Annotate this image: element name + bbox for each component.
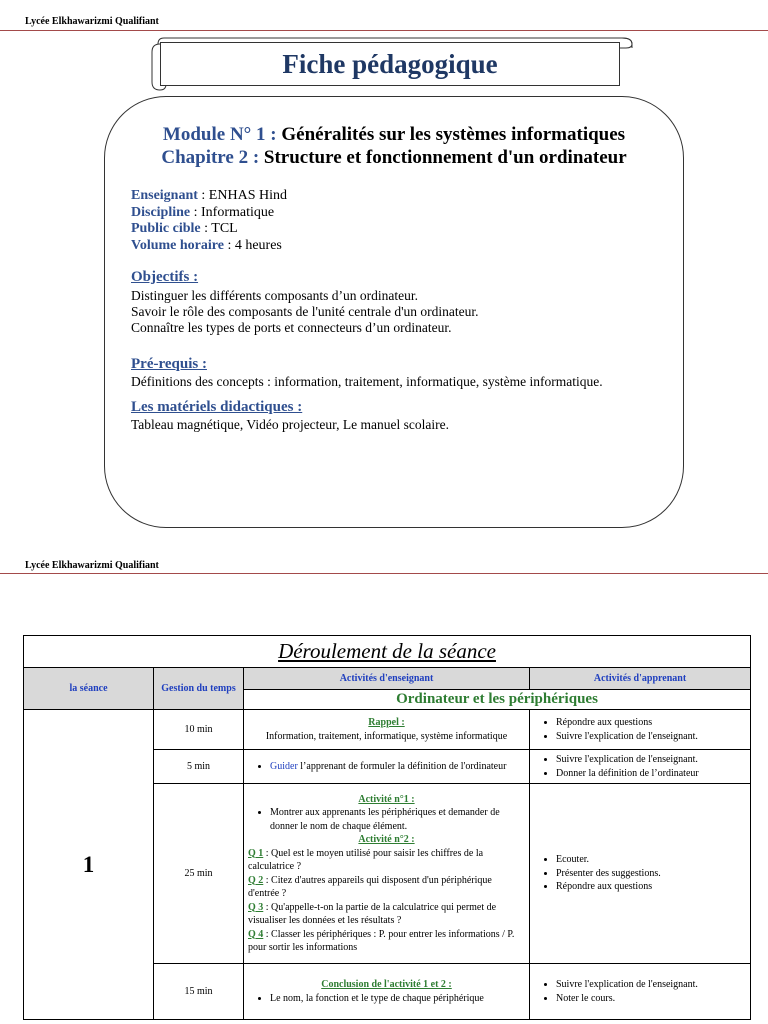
banner-box <box>160 42 620 86</box>
list-item: • Donner la définition de l’ordinateur <box>556 767 746 781</box>
seance-number: 1 <box>24 710 154 1020</box>
module-label: Module N° 1 : <box>162 124 277 145</box>
materiels-heading: Les matériels didactiques : <box>131 399 303 415</box>
student-activity <box>530 964 751 1020</box>
header-apprenant: Activités d'apprenant <box>530 668 751 690</box>
list-item: • Le nom, la fonction et le type de chaque périphérique <box>270 992 525 1006</box>
question-4: Q 4 : Classer les périphériques : P. pour entrer les informations / P. pour sortir les informations <box>248 928 515 953</box>
objectif-item: Distinguer les différents composants d’un ordinateur. <box>131 288 418 303</box>
activity2-title: Activité n°2 : <box>358 834 415 845</box>
prerequis-text: Définitions des concepts : information, traitement, informatique, système informatique. <box>131 374 603 389</box>
chapter-line <box>104 147 684 169</box>
objectif-item: Savoir le rôle des composants de l'unité centrale d'un ordinateur. <box>131 304 479 319</box>
materiels-text: Tableau magnétique, Vidéo projecteur, Le manuel scolaire. <box>131 417 449 432</box>
info-volume: Volume horaire : 4 heures <box>131 237 282 253</box>
header-enseignant: Activités d'enseignant <box>244 668 530 690</box>
table-row <box>24 710 751 750</box>
table-title: Déroulement de la séance <box>278 639 496 663</box>
time-cell: 5 min <box>154 750 244 784</box>
list-item: • Suivre l'explication de l'enseignant. <box>556 730 746 744</box>
teacher-activity <box>244 784 530 964</box>
objectif-item: Connaître les types de ports et connecteurs d’un ordinateur. <box>131 320 452 335</box>
info-list <box>131 188 287 254</box>
list-item: • Ecouter. <box>556 853 746 867</box>
table-subtitle: Ordinateur et les périphériques <box>244 690 751 710</box>
conclusion-title: Conclusion de l'activité 1 et 2 : <box>321 979 452 990</box>
time-cell: 25 min <box>154 784 244 964</box>
info-public: Public cible : TCL <box>131 221 238 236</box>
list-item: • Suivre l'explication de l'enseignant. <box>556 978 746 992</box>
teacher-activity <box>244 750 530 784</box>
module-line <box>104 124 684 146</box>
prerequis-heading: Pré-requis : <box>131 356 207 372</box>
question-2: Q 2 : Citez d'autres appareils qui disposent d'un périphérique d'entrée ? <box>248 874 492 899</box>
time-cell: 10 min <box>154 710 244 750</box>
chapter-label: Chapitre 2 : <box>161 147 260 168</box>
rappel-title: Rappel : <box>368 717 405 728</box>
objectifs-heading: Objectifs : <box>131 269 199 285</box>
activity1-title: Activité n°1 : <box>358 793 415 805</box>
list-item: • Noter le cours. <box>556 992 746 1006</box>
list-item: • Montrer aux apprenants les périphériques et demander de donner le nom de chaque élément. <box>270 806 525 833</box>
question-1: Q 1 : Quel est le moyen utilisé pour saisir les chiffres de la calculatrice ? <box>248 847 484 872</box>
list-item: • Suivre l'explication de l'enseignant. <box>556 753 746 767</box>
school-header: Lycée Elkhawarizmi Qualifiant <box>25 16 159 27</box>
guide-word: Guider <box>270 760 298 772</box>
chapter-title: Structure et fonctionnement d'un ordinateur <box>263 147 627 168</box>
teacher-activity <box>244 710 530 750</box>
page-title: Fiche pédagogique <box>282 48 498 79</box>
list-item: • Présenter des suggestions. <box>556 867 746 881</box>
time-cell: 15 min <box>154 964 244 1020</box>
question-3: Q 3 : Qu'appelle-t-on la partie de la calculatrice qui permet de visualiser les données et les résultats ? <box>248 901 497 926</box>
objectifs-list <box>131 288 479 336</box>
info-discipline: Discipline : Informatique <box>131 204 275 220</box>
header-seance: la séance <box>24 668 154 710</box>
student-activity <box>530 784 751 964</box>
list-item: • Guider l’apprenant de formuler la définition de l'ordinateur <box>270 760 525 774</box>
session-table <box>23 635 751 1020</box>
student-activity <box>530 710 751 750</box>
module-title: Généralités sur les systèmes informatiques <box>281 124 626 145</box>
list-item: • Répondre aux questions <box>556 716 746 730</box>
rappel-text: Information, traitement, informatique, système informatique <box>265 730 508 742</box>
table-title-cell <box>24 636 751 668</box>
footer-divider <box>0 573 768 574</box>
header-divider <box>0 30 768 31</box>
info-teacher: Enseignant : ENHAS Hind <box>131 188 287 203</box>
student-activity <box>530 750 751 784</box>
teacher-activity <box>244 964 530 1020</box>
list-item: • Répondre aux questions <box>556 880 746 894</box>
school-footer: Lycée Elkhawarizmi Qualifiant <box>25 560 159 571</box>
header-temps: Gestion du temps <box>154 668 244 710</box>
